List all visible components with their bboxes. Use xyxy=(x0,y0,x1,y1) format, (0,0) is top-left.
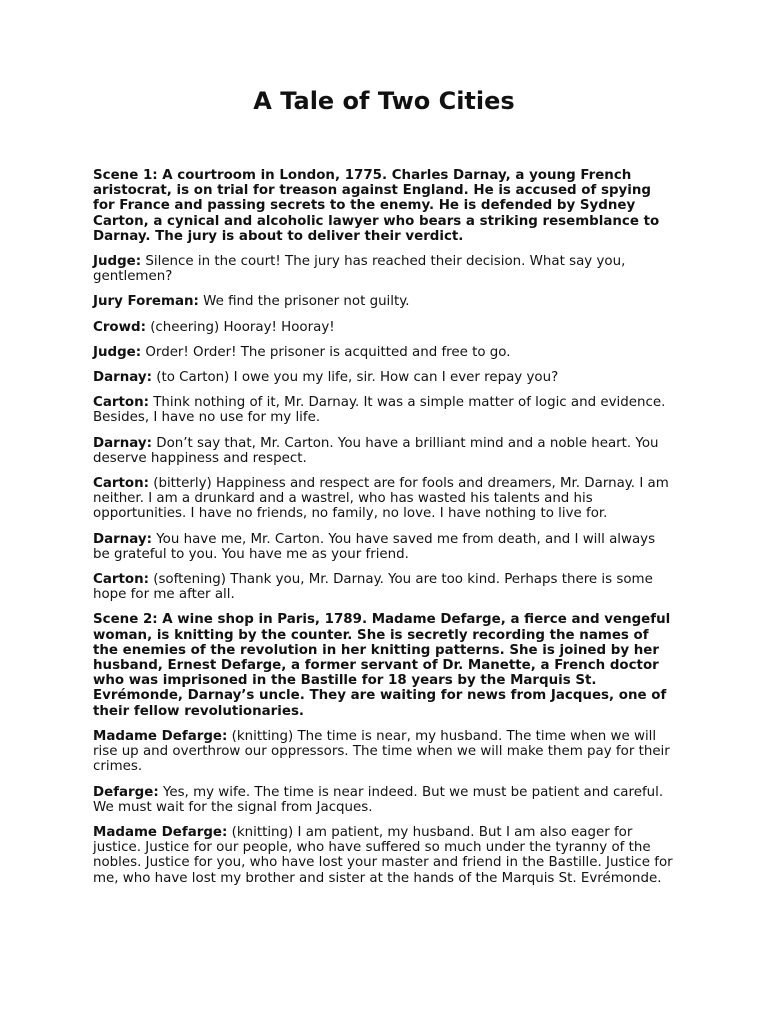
document-title: A Tale of Two Cities xyxy=(253,87,515,115)
dialogue-text: (cheering) Hooray! Hooray! xyxy=(145,319,335,335)
dialogue-text: (softening) Thank you, Mr. Darnay. You are too kind. Perhaps there is some hope for me after all. xyxy=(93,572,653,603)
dialogue-text: Silence in the court! The jury has reached their decision. What say you, gentlemen? xyxy=(93,254,626,285)
dialogue-line xyxy=(93,476,675,522)
dialogue-text: You have me, Mr. Carton. You have saved me from death, and I will always be grateful to you. You have me as your friend. xyxy=(93,531,656,562)
scene-heading: Scene 2: A wine shop in Paris, 1789. Madame Defarge, a fierce and vengeful woman, is knitting by the counter. She is secretly recording the names of the enemies of the revolution in her knitting patterns. She is joined by her husband, Ernest Defarge, a former servant of Dr. Manette, a French doctor who was imprisoned in the Bastille for 18 years by the Marquis St. Evrémonde, Darnay’s uncle. They are waiting for news from Jacques, one of their fellow revolutionaries. xyxy=(93,612,671,719)
dialogue-text: Don’t say that, Mr. Carton. You have a brilliant mind and a noble heart. You deserve happiness and respect. xyxy=(93,435,659,466)
speaker-name: Jury Foreman: xyxy=(93,294,199,310)
dialogue-line xyxy=(93,825,675,886)
dialogue-line xyxy=(93,345,675,360)
speaker-name: Crowd: xyxy=(93,319,146,335)
speaker-name: Carton: xyxy=(93,395,149,411)
speaker-name: Carton: xyxy=(93,476,149,492)
dialogue-text: We find the prisoner not guilty. xyxy=(198,294,410,310)
speaker-name: Darnay: xyxy=(93,531,152,547)
dialogue-text: (bitterly) Happiness and respect are for fools and dreamers, Mr. Darnay. I am neither. I am a drunkard and a wastrel, who has wasted his talents and his opportunities. I have no friends, no family, no love. I have nothing to live for. xyxy=(93,476,669,522)
speaker-name: Carton: xyxy=(93,572,149,588)
dialogue-line xyxy=(93,785,675,815)
dialogue-text: Order! Order! The prisoner is acquitted and free to go. xyxy=(141,344,511,360)
dialogue-line xyxy=(93,254,675,284)
dialogue-line xyxy=(93,436,675,466)
dialogue-text: Think nothing of it, Mr. Darnay. It was a simple matter of logic and evidence. Besides, I have no use for my life. xyxy=(93,395,666,426)
dialogue-line xyxy=(93,572,675,602)
dialogue-line xyxy=(93,294,675,309)
dialogue-text: (to Carton) I owe you my life, sir. How can I ever repay you? xyxy=(152,370,559,386)
dialogue-text: Yes, my wife. The time is near indeed. But we must be patient and careful. We must wait for the signal from Jacques. xyxy=(93,784,664,815)
speaker-name: Madame Defarge: xyxy=(93,824,228,840)
dialogue-text: (knitting) I am patient, my husband. But I am also eager for justice. Justice for our people, who have suffered so much under the tyranny of the nobles. Justice for you, who have lost your master and friend in the Bastille. Justice for me, who have lost my brother and sister at the hands of the Marquis St. Evrémonde. xyxy=(93,824,673,886)
speaker-name: Defarge: xyxy=(93,784,159,800)
speaker-name: Madame Defarge: xyxy=(93,728,228,744)
dialogue-line xyxy=(93,532,675,562)
speaker-name: Darnay: xyxy=(93,435,152,451)
dialogue-line xyxy=(93,370,675,385)
document-body xyxy=(93,168,675,896)
dialogue-line xyxy=(93,395,675,425)
speaker-name: Judge: xyxy=(93,344,142,360)
scene-heading: Scene 1: A courtroom in London, 1775. Charles Darnay, a young French aristocrat, is on trial for treason against England. He is accused of spying for France and passing secrets to the enemy. He is defended by Sydney Carton, a cynical and alcoholic lawyer who bears a striking resemblance to Darnay. The jury is about to deliver their verdict. xyxy=(93,168,660,244)
dialogue-line xyxy=(93,320,675,335)
speaker-name: Darnay: xyxy=(93,370,152,386)
dialogue-text: (knitting) The time is near, my husband. The time when we will rise up and overthrow our oppressors. The time when we will make them pay for their crimes. xyxy=(93,728,670,775)
dialogue-line xyxy=(93,729,675,775)
speaker-name: Judge: xyxy=(93,254,142,270)
